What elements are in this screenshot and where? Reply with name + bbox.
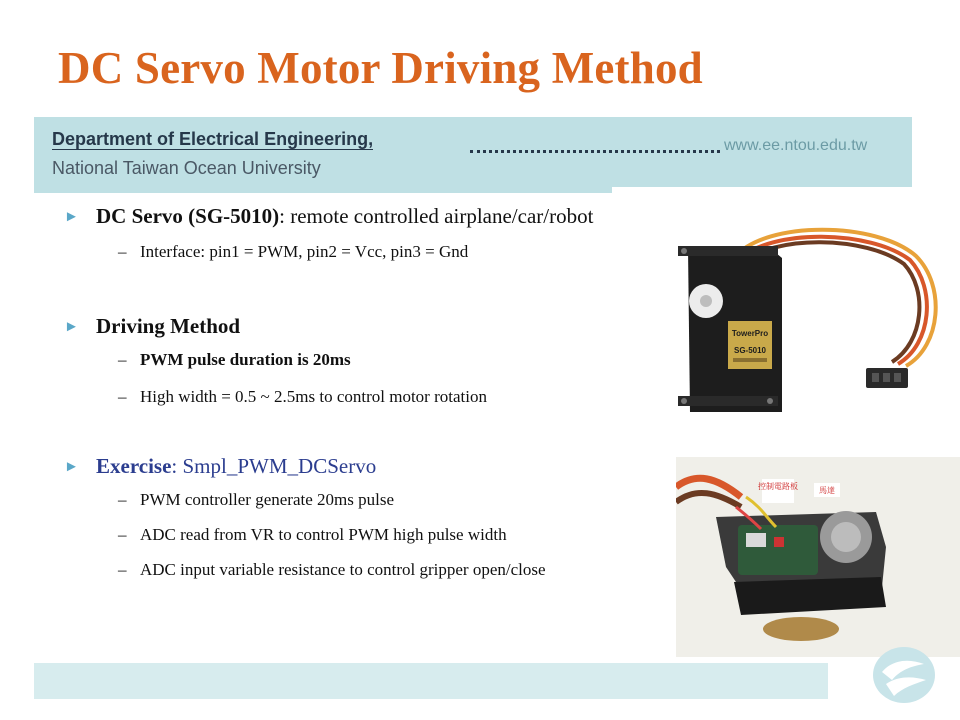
dotted-leader xyxy=(470,136,720,153)
servo-model-label: SG-5010 xyxy=(733,346,767,355)
university-name: National Taiwan Ocean University xyxy=(52,158,321,178)
servo-internals-photo xyxy=(676,457,960,657)
sub-bullet-high-width: – High width = 0.5 ~ 2.5ms to control motor rotation xyxy=(118,387,487,406)
department-name: Department of Electrical Engineering, xyxy=(52,129,374,149)
servo-brand-label: TowerPro xyxy=(731,329,769,338)
sub-bullet-adc-read: – ADC read from VR to control PWM high pulse width xyxy=(118,525,507,544)
sub-bullet-pwm-duration: – PWM pulse duration is 20ms xyxy=(118,350,351,369)
bullet-driving-method: ► Driving Method xyxy=(64,314,241,338)
triangle-right-icon: ► xyxy=(64,459,79,475)
triangle-right-icon: ► xyxy=(64,319,79,335)
slide-title: DC Servo Motor Driving Method xyxy=(58,43,703,93)
control-board-label: 控制電路板 xyxy=(758,482,798,491)
website-url: www.ee.ntou.edu.tw xyxy=(724,137,868,154)
header-banner-tail xyxy=(34,187,612,193)
sub-bullet-adc-input: – ADC input variable resistance to control gripper open/close xyxy=(118,560,546,579)
motor-label: 馬達 xyxy=(819,486,835,495)
servo-motor-photo xyxy=(666,226,946,422)
bullet-exercise: ► Exercise: Smpl_PWM_DCServo xyxy=(64,454,377,478)
footer-bar xyxy=(34,663,828,699)
sub-bullet-interface: – Interface: pin1 = PWM, pin2 = Vcc, pin3 = Gnd xyxy=(118,242,469,261)
ntou-wave-logo-icon xyxy=(872,646,936,704)
bullet-dc-servo: ► DC Servo (SG-5010): remote controlled airplane/car/robot xyxy=(64,204,594,228)
triangle-right-icon: ► xyxy=(64,209,79,225)
sub-bullet-pwm-controller: – PWM controller generate 20ms pulse xyxy=(118,490,394,509)
